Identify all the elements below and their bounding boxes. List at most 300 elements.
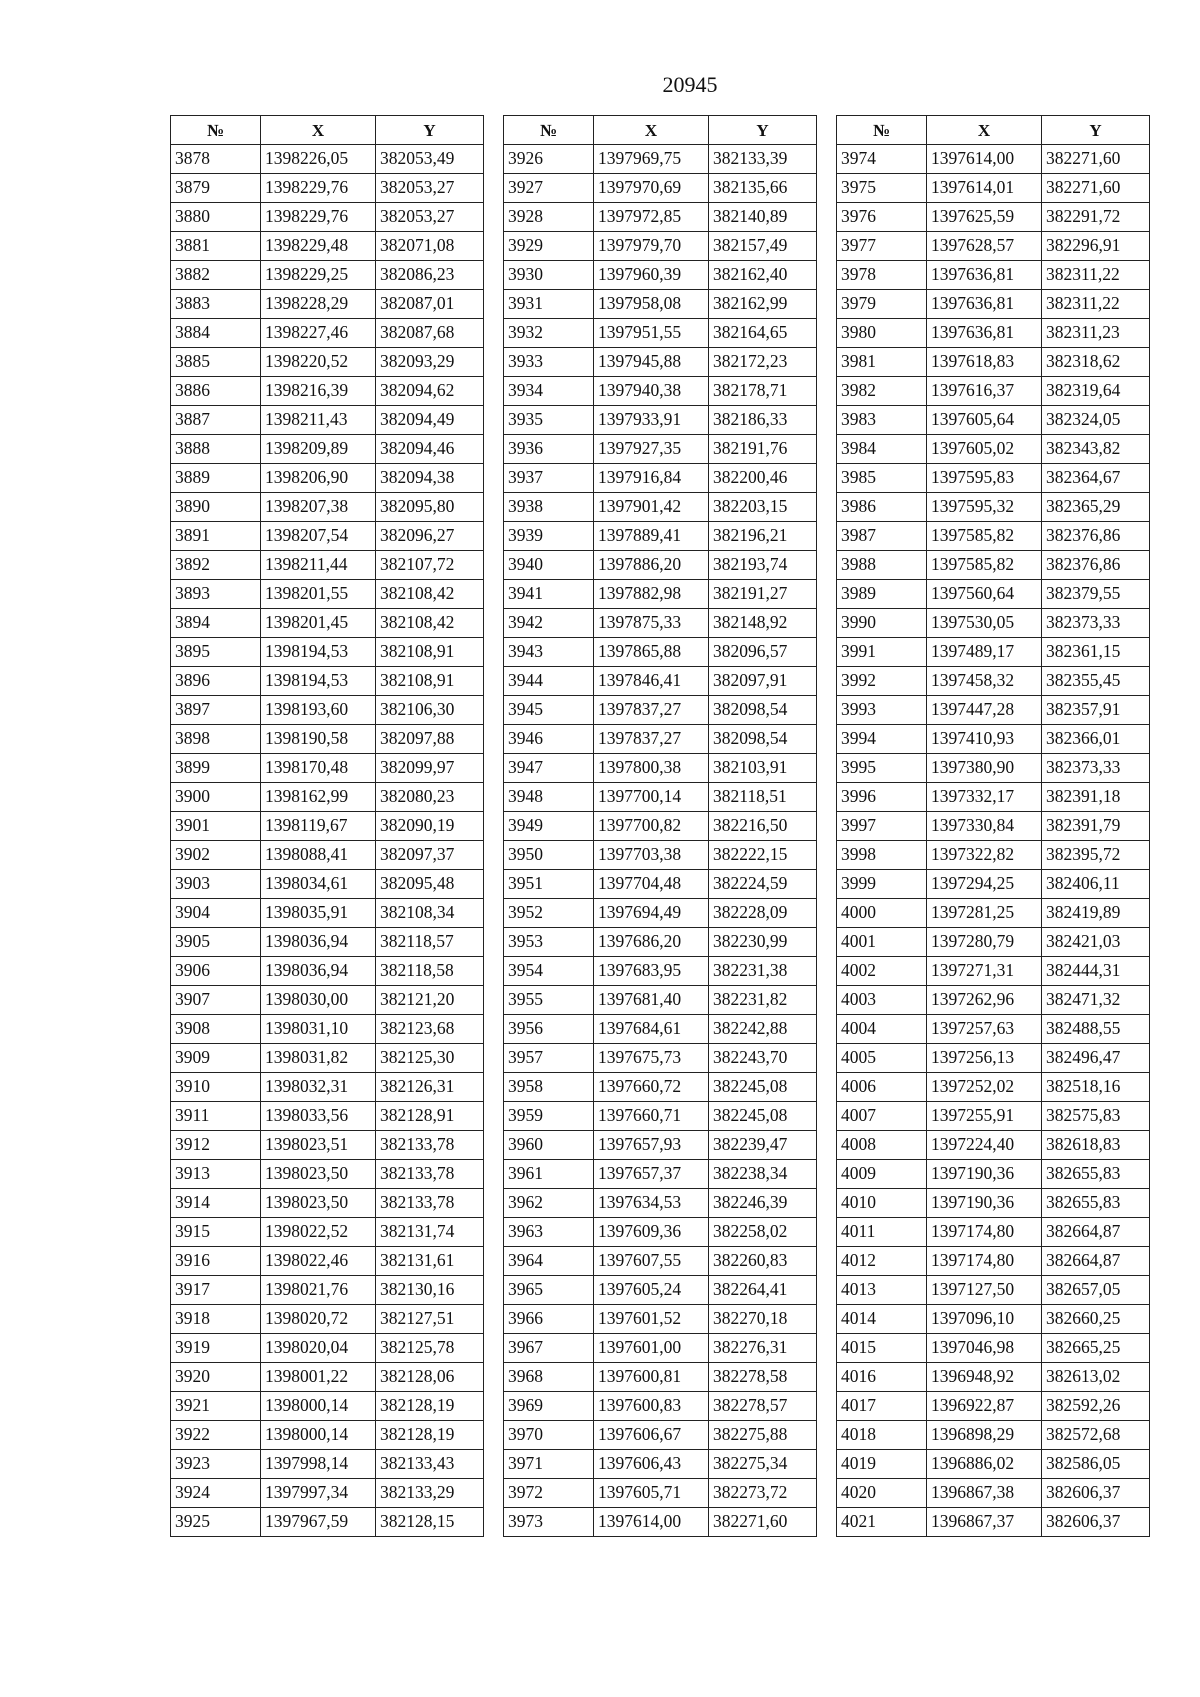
table-row bbox=[504, 638, 817, 667]
table-row bbox=[837, 435, 1150, 464]
table-row bbox=[837, 1450, 1150, 1479]
y-coordinate: 382200,46 bbox=[709, 464, 817, 493]
y-coordinate: 382586,05 bbox=[1042, 1450, 1150, 1479]
x-coordinate: 1397886,20 bbox=[594, 551, 709, 580]
x-coordinate: 1397636,81 bbox=[927, 290, 1042, 319]
x-coordinate: 1397600,83 bbox=[594, 1392, 709, 1421]
y-coordinate: 382053,49 bbox=[376, 145, 484, 174]
y-coordinate: 382121,20 bbox=[376, 986, 484, 1015]
x-coordinate: 1397972,85 bbox=[594, 203, 709, 232]
point-number: 3905 bbox=[171, 928, 261, 957]
x-coordinate: 1397607,55 bbox=[594, 1247, 709, 1276]
table-row bbox=[504, 1479, 817, 1508]
y-coordinate: 382108,91 bbox=[376, 638, 484, 667]
x-coordinate: 1398020,72 bbox=[261, 1305, 376, 1334]
x-coordinate: 1398000,14 bbox=[261, 1392, 376, 1421]
x-coordinate: 1397280,79 bbox=[927, 928, 1042, 957]
y-coordinate: 382343,82 bbox=[1042, 435, 1150, 464]
point-number: 3886 bbox=[171, 377, 261, 406]
point-number: 3989 bbox=[837, 580, 927, 609]
table-row bbox=[837, 145, 1150, 174]
header-y: Y bbox=[376, 116, 484, 145]
table-row bbox=[171, 870, 484, 899]
table-row bbox=[171, 1334, 484, 1363]
y-coordinate: 382231,82 bbox=[709, 986, 817, 1015]
y-coordinate: 382125,78 bbox=[376, 1334, 484, 1363]
point-number: 3948 bbox=[504, 783, 594, 812]
y-coordinate: 382355,45 bbox=[1042, 667, 1150, 696]
table-row bbox=[504, 522, 817, 551]
y-coordinate: 382191,76 bbox=[709, 435, 817, 464]
header-x: X bbox=[927, 116, 1042, 145]
point-number: 3984 bbox=[837, 435, 927, 464]
x-coordinate: 1397257,63 bbox=[927, 1015, 1042, 1044]
point-number: 4014 bbox=[837, 1305, 927, 1334]
x-coordinate: 1397605,71 bbox=[594, 1479, 709, 1508]
point-number: 3995 bbox=[837, 754, 927, 783]
table-row bbox=[504, 609, 817, 638]
point-number: 3971 bbox=[504, 1450, 594, 1479]
point-number: 3910 bbox=[171, 1073, 261, 1102]
x-coordinate: 1398194,53 bbox=[261, 638, 376, 667]
point-number: 3897 bbox=[171, 696, 261, 725]
point-number: 4015 bbox=[837, 1334, 927, 1363]
table-row bbox=[171, 667, 484, 696]
table-row bbox=[837, 928, 1150, 957]
point-number: 4012 bbox=[837, 1247, 927, 1276]
table-row bbox=[837, 464, 1150, 493]
x-coordinate: 1398088,41 bbox=[261, 841, 376, 870]
y-coordinate: 382128,19 bbox=[376, 1421, 484, 1450]
x-coordinate: 1398229,76 bbox=[261, 203, 376, 232]
x-coordinate: 1397614,00 bbox=[594, 1508, 709, 1537]
point-number: 3953 bbox=[504, 928, 594, 957]
table-row bbox=[504, 1247, 817, 1276]
point-number: 3986 bbox=[837, 493, 927, 522]
x-coordinate: 1397530,05 bbox=[927, 609, 1042, 638]
point-number: 3888 bbox=[171, 435, 261, 464]
x-coordinate: 1398228,29 bbox=[261, 290, 376, 319]
y-coordinate: 382098,54 bbox=[709, 725, 817, 754]
x-coordinate: 1397616,37 bbox=[927, 377, 1042, 406]
point-number: 3966 bbox=[504, 1305, 594, 1334]
coordinates-table-1 bbox=[170, 115, 484, 1537]
point-number: 3928 bbox=[504, 203, 594, 232]
table-row bbox=[504, 928, 817, 957]
point-number: 4018 bbox=[837, 1421, 927, 1450]
table-row bbox=[504, 435, 817, 464]
y-coordinate: 382242,88 bbox=[709, 1015, 817, 1044]
table-row bbox=[504, 1102, 817, 1131]
y-coordinate: 382379,55 bbox=[1042, 580, 1150, 609]
y-coordinate: 382133,39 bbox=[709, 145, 817, 174]
y-coordinate: 382196,21 bbox=[709, 522, 817, 551]
table-row bbox=[837, 1508, 1150, 1537]
point-number: 3940 bbox=[504, 551, 594, 580]
x-coordinate: 1397605,02 bbox=[927, 435, 1042, 464]
x-coordinate: 1397660,71 bbox=[594, 1102, 709, 1131]
point-number: 3904 bbox=[171, 899, 261, 928]
point-number: 3883 bbox=[171, 290, 261, 319]
x-coordinate: 1397970,69 bbox=[594, 174, 709, 203]
x-coordinate: 1397634,53 bbox=[594, 1189, 709, 1218]
table-row bbox=[504, 870, 817, 899]
point-number: 4002 bbox=[837, 957, 927, 986]
point-number: 3934 bbox=[504, 377, 594, 406]
x-coordinate: 1397224,40 bbox=[927, 1131, 1042, 1160]
table-row bbox=[171, 1131, 484, 1160]
y-coordinate: 382373,33 bbox=[1042, 754, 1150, 783]
y-coordinate: 382131,61 bbox=[376, 1247, 484, 1276]
point-number: 3992 bbox=[837, 667, 927, 696]
y-coordinate: 382128,06 bbox=[376, 1363, 484, 1392]
point-number: 3978 bbox=[837, 261, 927, 290]
point-number: 3975 bbox=[837, 174, 927, 203]
x-coordinate: 1397281,25 bbox=[927, 899, 1042, 928]
point-number: 3935 bbox=[504, 406, 594, 435]
point-number: 3964 bbox=[504, 1247, 594, 1276]
y-coordinate: 382118,51 bbox=[709, 783, 817, 812]
x-coordinate: 1396922,87 bbox=[927, 1392, 1042, 1421]
x-coordinate: 1397837,27 bbox=[594, 725, 709, 754]
y-coordinate: 382270,18 bbox=[709, 1305, 817, 1334]
table-row bbox=[837, 377, 1150, 406]
x-coordinate: 1397628,57 bbox=[927, 232, 1042, 261]
y-coordinate: 382090,19 bbox=[376, 812, 484, 841]
x-coordinate: 1398001,22 bbox=[261, 1363, 376, 1392]
table-row bbox=[504, 319, 817, 348]
table-row bbox=[171, 1479, 484, 1508]
table-row bbox=[837, 551, 1150, 580]
point-number: 3912 bbox=[171, 1131, 261, 1160]
point-number: 3924 bbox=[171, 1479, 261, 1508]
y-coordinate: 382365,29 bbox=[1042, 493, 1150, 522]
point-number: 3980 bbox=[837, 319, 927, 348]
point-number: 3909 bbox=[171, 1044, 261, 1073]
table-row bbox=[504, 986, 817, 1015]
y-coordinate: 382096,57 bbox=[709, 638, 817, 667]
table-row bbox=[171, 580, 484, 609]
point-number: 3959 bbox=[504, 1102, 594, 1131]
x-coordinate: 1397190,36 bbox=[927, 1189, 1042, 1218]
table-row bbox=[171, 1421, 484, 1450]
x-coordinate: 1397916,84 bbox=[594, 464, 709, 493]
table-row bbox=[171, 232, 484, 261]
y-coordinate: 382162,40 bbox=[709, 261, 817, 290]
table-row bbox=[837, 754, 1150, 783]
y-coordinate: 382271,60 bbox=[1042, 145, 1150, 174]
point-number: 4005 bbox=[837, 1044, 927, 1073]
point-number: 3983 bbox=[837, 406, 927, 435]
point-number: 3908 bbox=[171, 1015, 261, 1044]
point-number: 3960 bbox=[504, 1131, 594, 1160]
table-row bbox=[504, 1392, 817, 1421]
y-coordinate: 382655,83 bbox=[1042, 1160, 1150, 1189]
table-row bbox=[837, 1421, 1150, 1450]
x-coordinate: 1398170,48 bbox=[261, 754, 376, 783]
point-number: 4017 bbox=[837, 1392, 927, 1421]
point-number: 4011 bbox=[837, 1218, 927, 1247]
y-coordinate: 382087,68 bbox=[376, 319, 484, 348]
x-coordinate: 1397127,50 bbox=[927, 1276, 1042, 1305]
table-row bbox=[171, 841, 484, 870]
table-header-row bbox=[171, 116, 484, 145]
point-number: 4010 bbox=[837, 1189, 927, 1218]
x-coordinate: 1398036,94 bbox=[261, 957, 376, 986]
x-coordinate: 1398119,67 bbox=[261, 812, 376, 841]
x-coordinate: 1398020,04 bbox=[261, 1334, 376, 1363]
x-coordinate: 1397330,84 bbox=[927, 812, 1042, 841]
y-coordinate: 382128,91 bbox=[376, 1102, 484, 1131]
x-coordinate: 1398193,60 bbox=[261, 696, 376, 725]
point-number: 3941 bbox=[504, 580, 594, 609]
table-row bbox=[837, 319, 1150, 348]
table-row bbox=[171, 1160, 484, 1189]
x-coordinate: 1397660,72 bbox=[594, 1073, 709, 1102]
table-row bbox=[837, 667, 1150, 696]
x-coordinate: 1397294,25 bbox=[927, 870, 1042, 899]
table-row bbox=[171, 435, 484, 464]
y-coordinate: 382364,67 bbox=[1042, 464, 1150, 493]
table-row bbox=[171, 1044, 484, 1073]
point-number: 3943 bbox=[504, 638, 594, 667]
x-coordinate: 1397694,49 bbox=[594, 899, 709, 928]
y-coordinate: 382228,09 bbox=[709, 899, 817, 928]
point-number: 3913 bbox=[171, 1160, 261, 1189]
x-coordinate: 1398023,50 bbox=[261, 1160, 376, 1189]
point-number: 4021 bbox=[837, 1508, 927, 1537]
table-row bbox=[504, 145, 817, 174]
x-coordinate: 1398194,53 bbox=[261, 667, 376, 696]
x-coordinate: 1397875,33 bbox=[594, 609, 709, 638]
x-coordinate: 1397960,39 bbox=[594, 261, 709, 290]
point-number: 3985 bbox=[837, 464, 927, 493]
point-number: 3901 bbox=[171, 812, 261, 841]
y-coordinate: 382260,83 bbox=[709, 1247, 817, 1276]
x-coordinate: 1398226,05 bbox=[261, 145, 376, 174]
point-number: 4013 bbox=[837, 1276, 927, 1305]
y-coordinate: 382131,74 bbox=[376, 1218, 484, 1247]
point-number: 3958 bbox=[504, 1073, 594, 1102]
y-coordinate: 382246,39 bbox=[709, 1189, 817, 1218]
y-coordinate: 382572,68 bbox=[1042, 1421, 1150, 1450]
table-row bbox=[504, 232, 817, 261]
table-row bbox=[504, 696, 817, 725]
table-row bbox=[504, 1450, 817, 1479]
point-number: 3996 bbox=[837, 783, 927, 812]
table-row bbox=[837, 1334, 1150, 1363]
table-row bbox=[171, 1450, 484, 1479]
table-row bbox=[504, 899, 817, 928]
point-number: 3923 bbox=[171, 1450, 261, 1479]
y-coordinate: 382222,15 bbox=[709, 841, 817, 870]
x-coordinate: 1397262,96 bbox=[927, 986, 1042, 1015]
point-number: 3899 bbox=[171, 754, 261, 783]
x-coordinate: 1398190,58 bbox=[261, 725, 376, 754]
point-number: 3881 bbox=[171, 232, 261, 261]
x-coordinate: 1397865,88 bbox=[594, 638, 709, 667]
table-row bbox=[837, 406, 1150, 435]
y-coordinate: 382311,22 bbox=[1042, 290, 1150, 319]
y-coordinate: 382311,22 bbox=[1042, 261, 1150, 290]
point-number: 3880 bbox=[171, 203, 261, 232]
x-coordinate: 1398022,46 bbox=[261, 1247, 376, 1276]
x-coordinate: 1398032,31 bbox=[261, 1073, 376, 1102]
y-coordinate: 382618,83 bbox=[1042, 1131, 1150, 1160]
table-row bbox=[171, 406, 484, 435]
point-number: 3895 bbox=[171, 638, 261, 667]
point-number: 3969 bbox=[504, 1392, 594, 1421]
x-coordinate: 1397940,38 bbox=[594, 377, 709, 406]
point-number: 3893 bbox=[171, 580, 261, 609]
y-coordinate: 382096,27 bbox=[376, 522, 484, 551]
x-coordinate: 1398023,51 bbox=[261, 1131, 376, 1160]
table-row bbox=[171, 928, 484, 957]
table-row bbox=[837, 1479, 1150, 1508]
table-row bbox=[504, 464, 817, 493]
table-row bbox=[171, 1189, 484, 1218]
x-coordinate: 1398022,52 bbox=[261, 1218, 376, 1247]
y-coordinate: 382087,01 bbox=[376, 290, 484, 319]
y-coordinate: 382106,30 bbox=[376, 696, 484, 725]
table-row bbox=[171, 522, 484, 551]
x-coordinate: 1397951,55 bbox=[594, 319, 709, 348]
table-row bbox=[837, 580, 1150, 609]
table-row bbox=[171, 1015, 484, 1044]
y-coordinate: 382108,42 bbox=[376, 609, 484, 638]
y-coordinate: 382271,60 bbox=[709, 1508, 817, 1537]
y-coordinate: 382275,34 bbox=[709, 1450, 817, 1479]
x-coordinate: 1397625,59 bbox=[927, 203, 1042, 232]
table-row bbox=[504, 1508, 817, 1537]
x-coordinate: 1397636,81 bbox=[927, 319, 1042, 348]
y-coordinate: 382660,25 bbox=[1042, 1305, 1150, 1334]
x-coordinate: 1398162,99 bbox=[261, 783, 376, 812]
x-coordinate: 1397595,83 bbox=[927, 464, 1042, 493]
x-coordinate: 1397447,28 bbox=[927, 696, 1042, 725]
point-number: 3994 bbox=[837, 725, 927, 754]
x-coordinate: 1398034,61 bbox=[261, 870, 376, 899]
table-row bbox=[171, 377, 484, 406]
table-row bbox=[837, 1305, 1150, 1334]
x-coordinate: 1396867,38 bbox=[927, 1479, 1042, 1508]
table-row bbox=[171, 1508, 484, 1537]
point-number: 4000 bbox=[837, 899, 927, 928]
point-number: 3918 bbox=[171, 1305, 261, 1334]
point-number: 3900 bbox=[171, 783, 261, 812]
header-number: № bbox=[504, 116, 594, 145]
point-number: 3898 bbox=[171, 725, 261, 754]
y-coordinate: 382357,91 bbox=[1042, 696, 1150, 725]
table-row bbox=[171, 1305, 484, 1334]
point-number: 3916 bbox=[171, 1247, 261, 1276]
table-row bbox=[837, 1189, 1150, 1218]
point-number: 3894 bbox=[171, 609, 261, 638]
y-coordinate: 382606,37 bbox=[1042, 1508, 1150, 1537]
y-coordinate: 382655,83 bbox=[1042, 1189, 1150, 1218]
x-coordinate: 1397174,80 bbox=[927, 1218, 1042, 1247]
table-row bbox=[837, 1363, 1150, 1392]
y-coordinate: 382126,31 bbox=[376, 1073, 484, 1102]
y-coordinate: 382125,30 bbox=[376, 1044, 484, 1073]
x-coordinate: 1398031,82 bbox=[261, 1044, 376, 1073]
table-header-row bbox=[504, 116, 817, 145]
header-x: X bbox=[594, 116, 709, 145]
table-row bbox=[171, 203, 484, 232]
point-number: 3882 bbox=[171, 261, 261, 290]
point-number: 3977 bbox=[837, 232, 927, 261]
point-number: 4019 bbox=[837, 1450, 927, 1479]
table-row bbox=[837, 522, 1150, 551]
y-coordinate: 382496,47 bbox=[1042, 1044, 1150, 1073]
point-number: 3911 bbox=[171, 1102, 261, 1131]
y-coordinate: 382172,23 bbox=[709, 348, 817, 377]
y-coordinate: 382291,72 bbox=[1042, 203, 1150, 232]
x-coordinate: 1397458,32 bbox=[927, 667, 1042, 696]
point-number: 3955 bbox=[504, 986, 594, 1015]
x-coordinate: 1397967,59 bbox=[261, 1508, 376, 1537]
x-coordinate: 1397410,93 bbox=[927, 725, 1042, 754]
table-row bbox=[837, 1044, 1150, 1073]
table-row bbox=[837, 696, 1150, 725]
point-number: 3885 bbox=[171, 348, 261, 377]
point-number: 3906 bbox=[171, 957, 261, 986]
point-number: 3903 bbox=[171, 870, 261, 899]
point-number: 3968 bbox=[504, 1363, 594, 1392]
x-coordinate: 1398000,14 bbox=[261, 1421, 376, 1450]
point-number: 3947 bbox=[504, 754, 594, 783]
coordinates-table-3 bbox=[836, 115, 1150, 1537]
table-row bbox=[837, 348, 1150, 377]
table-row bbox=[504, 377, 817, 406]
table-row bbox=[171, 145, 484, 174]
x-coordinate: 1397585,82 bbox=[927, 551, 1042, 580]
y-coordinate: 382108,91 bbox=[376, 667, 484, 696]
x-coordinate: 1397585,82 bbox=[927, 522, 1042, 551]
point-number: 3970 bbox=[504, 1421, 594, 1450]
y-coordinate: 382157,49 bbox=[709, 232, 817, 261]
table-row bbox=[837, 812, 1150, 841]
y-coordinate: 382275,88 bbox=[709, 1421, 817, 1450]
x-coordinate: 1397489,17 bbox=[927, 638, 1042, 667]
y-coordinate: 382311,23 bbox=[1042, 319, 1150, 348]
y-coordinate: 382130,16 bbox=[376, 1276, 484, 1305]
coordinates-table-2 bbox=[503, 115, 817, 1537]
point-number: 3892 bbox=[171, 551, 261, 580]
table-row bbox=[171, 261, 484, 290]
y-coordinate: 382419,89 bbox=[1042, 899, 1150, 928]
y-coordinate: 382395,72 bbox=[1042, 841, 1150, 870]
table-row bbox=[171, 638, 484, 667]
point-number: 3920 bbox=[171, 1363, 261, 1392]
y-coordinate: 382224,59 bbox=[709, 870, 817, 899]
x-coordinate: 1397606,43 bbox=[594, 1450, 709, 1479]
table-row bbox=[504, 290, 817, 319]
x-coordinate: 1397979,70 bbox=[594, 232, 709, 261]
table-row bbox=[504, 348, 817, 377]
table-row bbox=[171, 783, 484, 812]
table-row bbox=[837, 1392, 1150, 1421]
table-row bbox=[504, 551, 817, 580]
x-coordinate: 1397837,27 bbox=[594, 696, 709, 725]
point-number: 3965 bbox=[504, 1276, 594, 1305]
table-row bbox=[837, 986, 1150, 1015]
x-coordinate: 1397096,10 bbox=[927, 1305, 1042, 1334]
point-number: 3956 bbox=[504, 1015, 594, 1044]
point-number: 3973 bbox=[504, 1508, 594, 1537]
table-row bbox=[171, 986, 484, 1015]
y-coordinate: 382239,47 bbox=[709, 1131, 817, 1160]
